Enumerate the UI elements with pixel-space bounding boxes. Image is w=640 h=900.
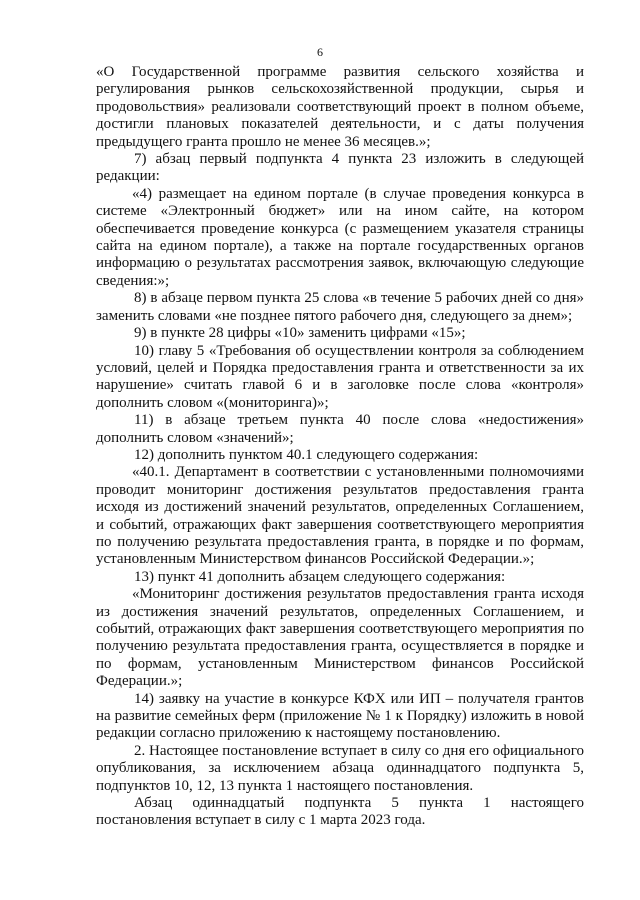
paragraph-quote-monitoring: «Мониторинг достижения результатов предоставления гранта исходя из достижения значений результатов, определенных Соглашением, и событий, отражающих факт завершения соответствующего мероприятия по получению результата предоставления гранта, осуществляется в порядке и по формам, установленным Министерством финансов Российской Федерации.»; — [96, 586, 584, 690]
paragraph-program-continuation: «О Государственной программе развития сельского хозяйства и регулирования рынков сельскохозяйственной продукции, сырья и продовольствия» реализовали соответствующий проект в полном объеме, достигли плановых показателей деятельности, и с даты получения предыдущего гранта прошло не менее 36 месяцев.»; — [96, 64, 584, 150]
paragraph-quote-40-1: «40.1. Департамент в соответствии с установленными полномочиями проводит мониторинг достижения результатов предоставления гранта исходя из достижений значений результатов, определенных Соглашением, и событий, отражающих факт завершения соответствующего мероприятия по получению результата предоставления гранта, в порядке и по формам, установленным Министерством финансов Российской Федерации.»; — [96, 464, 584, 568]
paragraph-item-9: 9) в пункте 28 цифры «10» заменить цифрами «15»; — [134, 325, 466, 342]
paragraph-item-10: 10) главу 5 «Требования об осуществлении контроля за соблюдением условий, целей и Порядка предоставления гранта и ответственности за их нарушение» считать главой 6 и в заголовке после слова «контроля» дополнить словом «(мониторинга)»; — [96, 342, 584, 411]
paragraph-item-8: 8) в абзаце первом пункта 25 слова «в течение 5 рабочих дней со дня» заменить словами «не позднее пятого рабочего дня, следующего за днем»; — [96, 290, 584, 324]
paragraph-effective-date: Абзац одиннадцатый подпункта 5 пункта 1 настоящего постановления вступает в силу с 1 марта 2023 года. — [96, 795, 584, 829]
paragraph-section-2: 2. Настоящее постановление вступает в силу со дня его официального опубликования, за исключением абзаца одиннадцатого подпункта 5, подпунктов 10, 12, 13 пункта 1 настоящего постановления. — [96, 742, 584, 794]
paragraph-item-14: 14) заявку на участие в конкурсе КФХ или ИП – получателя грантов на развитие семейных ферм (приложение № 1 к Порядку) изложить в новой редакции согласно приложению к настоящему постановлению. — [96, 690, 584, 742]
paragraph-item-12: 12) дополнить пунктом 40.1 следующего содержания: — [134, 446, 479, 463]
document-body — [96, 64, 584, 830]
paragraph-item-13: 13) пункт 41 дополнить абзацем следующего содержания: — [134, 568, 506, 585]
paragraph-item-7: 7) абзац первый подпункта 4 пункта 23 изложить в следующей редакции: — [96, 151, 584, 185]
paragraph-quote-4: «4) размещает на едином портале (в случае проведения конкурса в системе «Электронный бюджет» или на ином сайте, на котором обеспечивается проведение конкурса (с размещением указателя страницы сайта на едином портале), а также на портале государственных органов информацию о результатах рассмотрения заявок, включающую следующие сведения:»; — [96, 185, 584, 289]
paragraph-item-11: 11) в абзаце третьем пункта 40 после слова «недостижения» дополнить словом «значений»; — [96, 412, 584, 446]
page-number: 6 — [317, 45, 323, 59]
